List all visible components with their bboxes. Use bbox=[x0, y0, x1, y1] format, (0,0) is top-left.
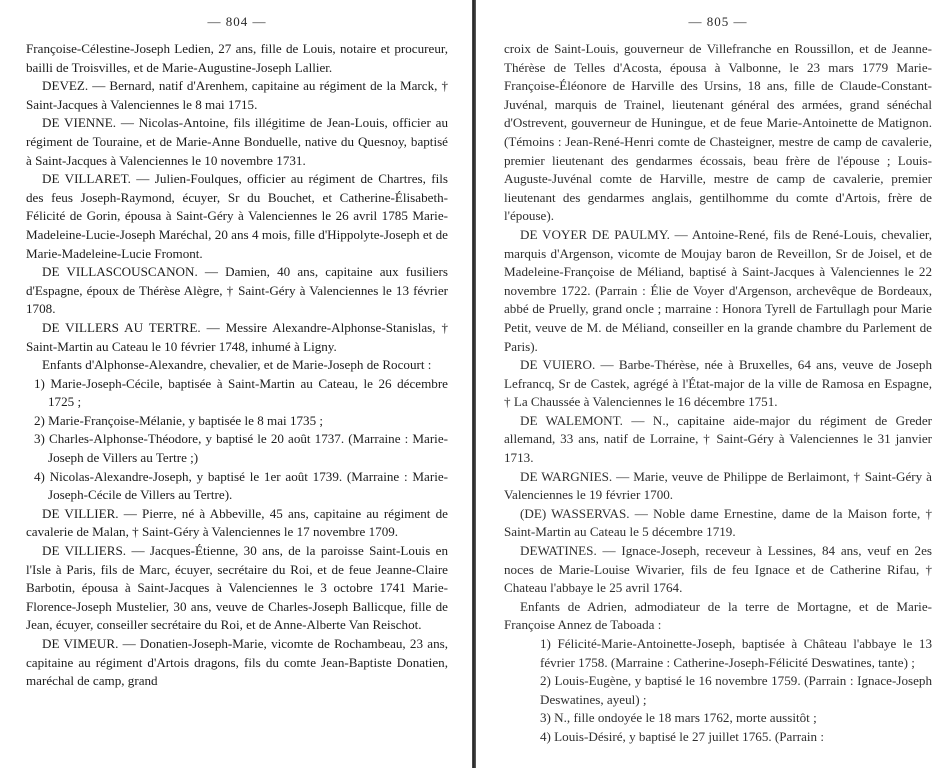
list-item: 4) Louis-Désiré, y baptisé le 27 juillet 1765. (Parrain : bbox=[540, 728, 824, 744]
page-number-right: — 805 — bbox=[688, 14, 748, 29]
entry-paragraph: Françoise-Célestine-Joseph Ledien, 27 ans, fille de Louis, notaire et procureur, bailli de Troisvilles, et de Marie-Augustine-Joseph Lallier. bbox=[26, 41, 448, 75]
entry-paragraph: DE VOYER DE PAULMY. — Antoine-René, fils de René-Louis, chevalier, marquis d'Argenson, vicomte de Moujay baron de Reveillon, Sr de Joisel, et de Madeleine-Françoise de Méliand, baptisé à Saint-Jacques à Valenciennes le 22 novembre 1722. (Parrain : Élie de Voyer d'Argenson, archevêque de Bordeaux, abbé de Pruelly, grand oncle ; marraine : Honora Tyrell de Fartullagh pour Marie Petit, veuve de M. de Méliand, conseiller en la grande chambre du Parlement de Paris). bbox=[504, 226, 932, 354]
left-page-text bbox=[26, 40, 448, 691]
entry-paragraph: DEWATINES. — Ignace-Joseph, receveur à Lessines, 84 ans, veuf en 2es noces de Marie-Louise Wivarier, fils de feu Ignace et de Catherine Rifau, † Chateau l'abbaye le 25 avril 1764. bbox=[504, 543, 932, 596]
entry-paragraph: Enfants de Adrien, admodiateur de la terre de Mortagne, et de Marie-Françoise Annez de Taboada : bbox=[504, 598, 932, 633]
list-item: 1) Félicité-Marie-Antoinette-Joseph, baptisée à Château l'abbaye le 13 février 1758. (Marraine : Catherine-Joseph-Félicité Deswatines, tante) ; bbox=[540, 636, 932, 670]
book-gutter bbox=[472, 0, 476, 768]
entry-paragraph: DEVEZ. — Bernard, natif d'Arenhem, capitaine au régiment de la Marck, † Saint-Jacques à Valenciennes le 8 mai 1715. bbox=[26, 78, 448, 112]
entry-paragraph: Enfants d'Alphonse-Alexandre, chevalier, et de Marie-Joseph de Rocourt : bbox=[42, 357, 432, 373]
list-item: 1) Marie-Joseph-Cécile, baptisée à Saint-Martin au Cateau, le 26 décembre 1725 ; bbox=[34, 375, 448, 410]
list-item: 2) Louis-Eugène, y baptisé le 16 novembre 1759. (Parrain : Ignace-Joseph Deswatines, ayeul) ; bbox=[540, 673, 932, 707]
page-number-left: — 804 — bbox=[207, 14, 267, 29]
entry-paragraph: DE VIMEUR. — Donatien-Joseph-Marie, vicomte de Rochambeau, 23 ans, capitaine au régiment d'Artois dragons, fils du comte Jean-Baptiste Donatien, maréchal de camp, grand bbox=[26, 636, 448, 689]
right-page bbox=[504, 0, 932, 768]
entry-paragraph: DE VILLARET. — Julien-Foulques, officier au régiment de Chartres, fils des feus Joseph-Raymond, écuyer, Sr du Bouchet, et Catherine-Élisabeth-Félicité de Gorin, épousa à Saint-Géry à Valenciennes le 26 avril 1785 Marie-Madeleine-Lucie-Joseph Maréchal, 20 ans 4 mois, fille d'Hippolyte-Joseph et de Marie-Madeleine-Lucie Fromont. bbox=[26, 171, 448, 261]
entry-paragraph: DE VILLASCOUSCANON. — Damien, 40 ans, capitaine aux fusiliers d'Espagne, époux de Thérèse Alègre, † Saint-Géry à Valenciennes le 13 février 1708. bbox=[26, 264, 448, 317]
list-item: 3) Charles-Alphonse-Théodore, y baptisé le 20 août 1737. (Marraine : Marie-Joseph de Villers au Tertre ;) bbox=[34, 431, 448, 466]
entry-paragraph: DE VILLIER. — Pierre, né à Abbeville, 45 ans, capitaine au régiment de cavalerie de Malan, † Saint-Géry à Valenciennes le 17 novembre 1709. bbox=[26, 505, 448, 540]
entry-paragraph: DE WALEMONT. — N., capitaine aide-major du régiment de Greder allemand, 33 ans, natif de Lorraine, † Saint-Géry à Valenciennes le 31 janvier 1713. bbox=[504, 412, 932, 466]
entry-paragraph: (DE) WASSERVAS. — Noble dame Ernestine, dame de la Maison forte, † Saint-Martin au Cateau le 5 décembre 1719. bbox=[504, 505, 932, 540]
list-item: 2) Marie-Françoise-Mélanie, y baptisée le 8 mai 1735 ; bbox=[34, 412, 324, 428]
list-item: 4) Nicolas-Alexandre-Joseph, y baptisé le 1er août 1739. (Marraine : Marie-Joseph-Cécile de Villers au Tertre). bbox=[34, 468, 448, 503]
left-page bbox=[26, 0, 448, 768]
right-page-text bbox=[504, 40, 932, 747]
entry-paragraph: DE VILLIERS. — Jacques-Étienne, 30 ans, de la paroisse Saint-Louis en l'Isle à Paris, fils de Marc, écuyer, secrétaire du Roi, et de feue Jeanne-Claire Barbotin, épousa à Saint-Jacques à Valenciennes le 3 octobre 1741 Marie-Florence-Joseph Mustelier, 30 ans, veuve de Charles-Joseph Ballicque, fille de Jean, écuyer, conseiller secrétaire du Roi, et de Anne-Alberte Van Reischot. bbox=[26, 543, 448, 633]
entry-paragraph: DE VUIERO. — Barbe-Thérèse, née à Bruxelles, 64 ans, veuve de Joseph Lefrancq, Sr de Castek, agrégé à l'État-major de la ville de Ramosa en Espagne, † La Chaussée à Valenciennes le 16 décembre 1751. bbox=[504, 357, 932, 410]
list-item: 3) N., fille ondoyée le 18 mars 1762, morte aussitôt ; bbox=[540, 710, 817, 726]
entry-paragraph: croix de Saint-Louis, gouverneur de Villefranche en Roussillon, et de Jeanne-Thérèse de Telles d'Acosta, épousa à Valbonne, le 23 mars 1779 Marie-Françoise-Éléonore de Harville des Ursins, 18 ans, fille de Claude-Constant-Juvénal, marquis de Trainel, lieutenant général des armées, grand sénéchal d'Ostrevent, gouverneur de Huningue, et de feue Marie-Antoinette de Matignon. (Témoins : Jean-René-Henri comte de Chasteigner, mestre de camp de cavalerie, premier lieutenant des gendarmes écossais, beau frère de l'épouse ; Louis-Auguste-Juvénal comte de Harville, mestre de camp de cavalerie, premier lieutenant des gendarmes anglais, gentilhomme du comte d'Artois, frère de l'épouse). bbox=[504, 41, 932, 224]
entry-paragraph: DE VIENNE. — Nicolas-Antoine, fils illégitime de Jean-Louis, officier au régiment de Touraine, et de Marie-Anne Bonduelle, native du Quesnoy, baptisé à Saint-Jacques à Valenciennes le 10 novembre 1731. bbox=[26, 115, 448, 168]
entry-paragraph: DE WARGNIES. — Marie, veuve de Philippe de Berlaimont, † Saint-Géry à Valenciennes le 19 février 1700. bbox=[504, 468, 932, 503]
entry-paragraph: DE VILLERS AU TERTRE. — Messire Alexandre-Alphonse-Stanislas, † Saint-Martin au Cateau le 10 février 1748, inhumé à Ligny. bbox=[26, 319, 448, 354]
